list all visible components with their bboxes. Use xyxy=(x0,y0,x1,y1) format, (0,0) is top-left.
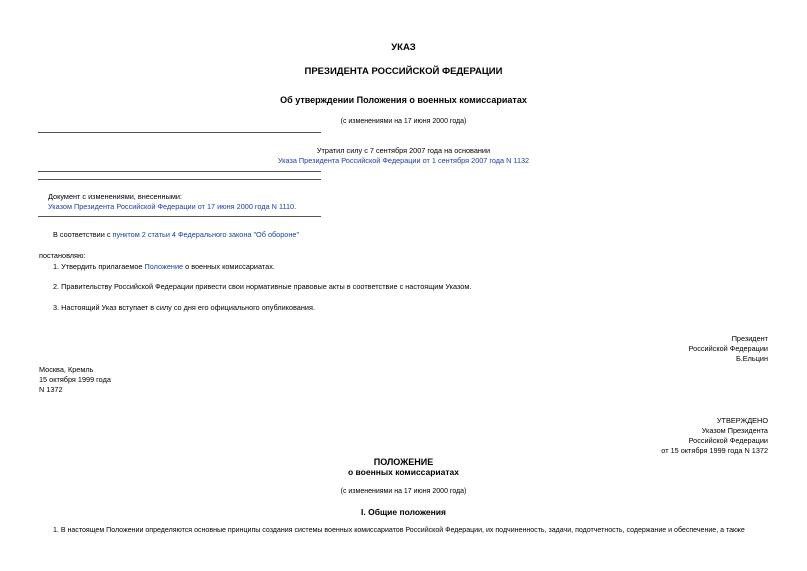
decree-amendments: (с изменениями на 17 июня 2000 года) xyxy=(340,118,467,125)
preamble xyxy=(53,230,299,239)
signature-name: Б.Ельцин xyxy=(735,354,768,363)
decree-item-1-suffix: о военных комиссариатах. xyxy=(183,262,275,271)
status-note: Утратил силу с 7 сентября 2007 года на основании xyxy=(316,146,491,155)
decree-item-2: 2. Правительству Российской Федерации привести свои нормативные правовые акты в соответствие с настоящим Указом. xyxy=(53,282,472,291)
changes-note: Документ с изменениями, внесенными: xyxy=(48,192,182,201)
resolve-text: постановляю: xyxy=(39,251,86,260)
status-note-link[interactable]: Указа Президента Российской Федерации от 1 сентября 2007 года N 1132 xyxy=(277,156,530,165)
signature-title: Президент xyxy=(731,334,768,343)
date: 15 октября 1999 года xyxy=(39,375,111,384)
regulation-title: ПОЛОЖЕНИЕ xyxy=(373,457,434,467)
regulation-amendments: (с изменениями на 17 июня 2000 года) xyxy=(340,488,467,495)
divider xyxy=(38,132,321,133)
divider xyxy=(38,179,321,180)
decree-item-1 xyxy=(53,262,275,271)
changes-note-line xyxy=(48,202,296,211)
approval-title: УТВЕРЖДЕНО xyxy=(716,416,768,425)
approval-line-4: от 15 октября 1999 года N 1372 xyxy=(661,446,768,455)
section-heading: I. Общие положения xyxy=(361,507,446,517)
divider xyxy=(38,216,321,217)
regulation-link[interactable]: Положение xyxy=(144,262,184,271)
preamble-text: В соответствии с xyxy=(53,230,113,239)
regulation-subtitle: о военных комиссариатах xyxy=(348,467,459,477)
preamble-link[interactable]: пунктом 2 статьи 4 Федерального закона "Об обороне" xyxy=(112,230,300,239)
decree-number: N 1372 xyxy=(39,385,63,394)
decree-issuer: ПРЕЗИДЕНТА РОССИЙСКОЙ ФЕДЕРАЦИИ xyxy=(304,66,503,77)
divider xyxy=(38,171,321,172)
approval-line-3: Российской Федерации xyxy=(688,436,768,445)
signature-country: Российской Федерации xyxy=(688,344,768,353)
decree-subject: Об утверждении Положения о военных комиссариатах xyxy=(280,95,527,105)
changes-note-link[interactable]: Указом Президента Российской Федерации от 17 июня 2000 года N 1110 xyxy=(48,202,295,211)
approval-line-2: Указом Президента xyxy=(701,426,768,435)
decree-item-3: 3. Настоящий Указ вступает в силу со дня его официального опубликования. xyxy=(53,303,315,312)
decree-item-1-text: 1. Утвердить прилагаемое xyxy=(53,262,145,271)
regulation-paragraph-1: 1. В настоящем Положении определяются основные принципы создания системы военных комиссариатов Российской Федерации, их подчиненность, задачи, подотчетность, содержание и обеспечение, а также xyxy=(53,527,745,534)
place: Москва, Кремль xyxy=(39,365,94,374)
changes-note-suffix: . xyxy=(294,202,297,211)
decree-title: УКАЗ xyxy=(391,42,416,53)
